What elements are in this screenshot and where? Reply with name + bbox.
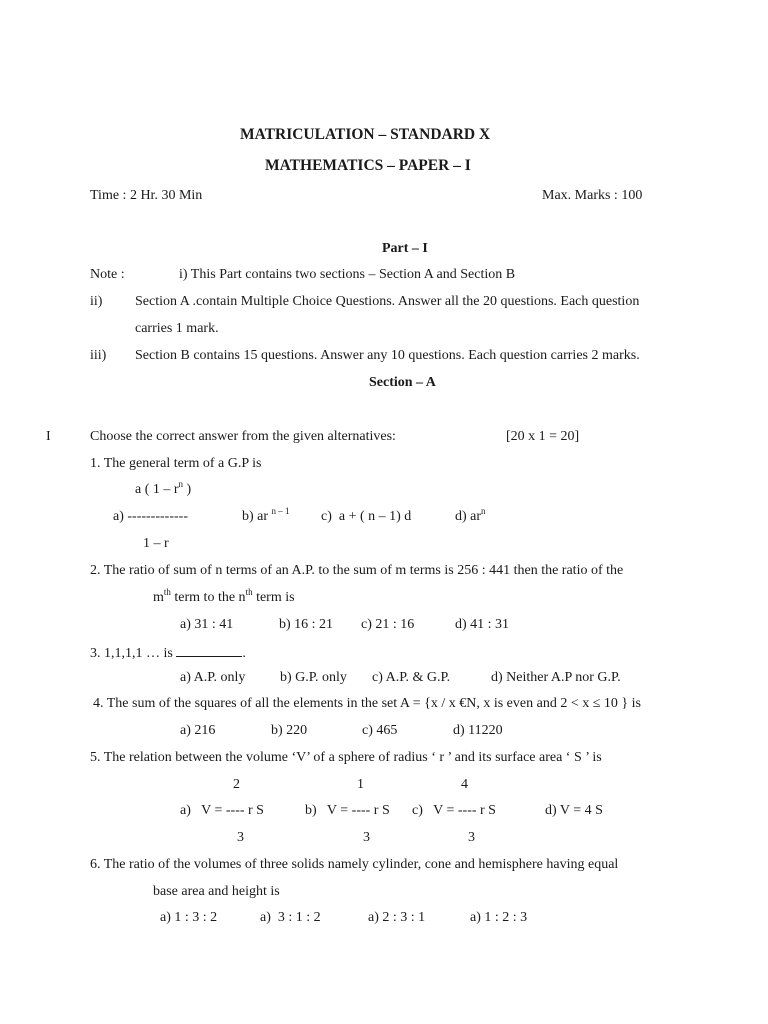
time-label: Time : 2 Hr. 30 Min: [90, 188, 203, 203]
q1-option-b: b) ar $^{n - 1}$: [242, 506, 290, 524]
q5-option-b: b) V = ---- r S: [305, 803, 390, 818]
q5-option-a: a) V = ---- r S: [180, 803, 264, 818]
q4-option-c: c) 465: [362, 723, 398, 738]
question-6: 6. The ratio of the volumes of three solids namely cylinder, cone and hemisphere having equal: [90, 857, 619, 872]
part-heading: Part – I: [382, 241, 428, 256]
question-4: 4. The sum of the squares of all the elements in the set A = {x / x €N, x is even and 2 < x ≤ 10 } is: [93, 696, 641, 711]
note-ii-line2: carries 1 mark.: [135, 321, 219, 336]
max-marks-label: Max. Marks : 100: [542, 188, 643, 203]
q6-option-a: a) 1 : 3 : 2: [160, 910, 218, 925]
q1-option-a: a) -------------: [113, 509, 188, 524]
note-label: Note :: [90, 267, 125, 282]
note-i: i) This Part contains two sections – Section A and Section B: [179, 267, 516, 282]
instruction-text: Choose the correct answer from the given alternatives:: [90, 429, 396, 444]
note-ii-number: ii): [90, 294, 103, 309]
q3-option-d: d) Neither A.P nor G.P.: [491, 670, 621, 685]
instruction-number: I: [46, 429, 51, 444]
note-iii-number: iii): [90, 348, 107, 363]
q4-option-d: d) 11220: [453, 723, 503, 738]
question-2-line2: $m^{th}$ term to the $n^{th}$ term is: [153, 587, 295, 605]
q5-c-denominator: 3: [468, 830, 475, 845]
q5-c-numerator: 4: [461, 777, 468, 792]
answer-blank: [176, 644, 242, 657]
question-5: 5. The relation between the volume ‘V’ of a sphere of radius ‘ r ’ and its surface area ‘ S ’ is: [90, 750, 602, 765]
q4-option-a: a) 216: [180, 723, 216, 738]
note-ii-line1: Section A .contain Multiple Choice Questions. Answer all the 20 questions. Each question: [135, 294, 640, 309]
q2-option-b: b) 16 : 21: [279, 617, 334, 632]
question-1: 1. The general term of a G.P is: [90, 456, 262, 471]
q1-option-a-numerator: a ( $1 - r^n$ ): [135, 479, 192, 497]
q2-option-c: c) 21 : 16: [361, 617, 415, 632]
q3-option-a: a) A.P. only: [180, 670, 246, 685]
section-heading: Section – A: [369, 375, 436, 390]
q3-option-b: b) G.P. only: [280, 670, 347, 685]
exam-title: MATRICULATION – STANDARD X: [240, 126, 491, 143]
question-2: 2. The ratio of sum of n terms of an A.P. to the sum of m terms is 256 : 441 then the ratio of the: [90, 563, 624, 578]
q1-option-d: d) $ar^n$: [455, 506, 486, 524]
q5-a-numerator: 2: [233, 777, 240, 792]
q2-option-d: d) 41 : 31: [455, 617, 510, 632]
q3-option-c: c) A.P. & G.P.: [372, 670, 451, 685]
question-6-line2: base area and height is: [153, 884, 280, 899]
q1-option-c: c) a + ( n – 1) d: [321, 509, 412, 524]
q6-option-c: a) 2 : 3 : 1: [368, 910, 426, 925]
q5-b-numerator: 1: [357, 777, 364, 792]
q4-option-b: b) 220: [271, 723, 308, 738]
paper-title: MATHEMATICS – PAPER – I: [265, 157, 471, 174]
q5-option-d: d) V = 4 S: [545, 803, 603, 818]
q5-a-denominator: 3: [237, 830, 244, 845]
q5-b-denominator: 3: [363, 830, 370, 845]
q5-option-c: c) V = ---- r S: [412, 803, 496, 818]
q6-option-d: a) 1 : 2 : 3: [470, 910, 528, 925]
question-3: 3. 1,1,1,1 … is .: [90, 646, 246, 661]
instruction-marks: [20 x 1 = 20]: [506, 429, 580, 444]
q2-option-a: a) 31 : 41: [180, 617, 234, 632]
q6-option-b: a) 3 : 1 : 2: [260, 910, 321, 925]
q1-option-a-denominator: 1 – r: [143, 536, 169, 551]
note-iii: Section B contains 15 questions. Answer any 10 questions. Each question carries 2 marks.: [135, 348, 640, 363]
